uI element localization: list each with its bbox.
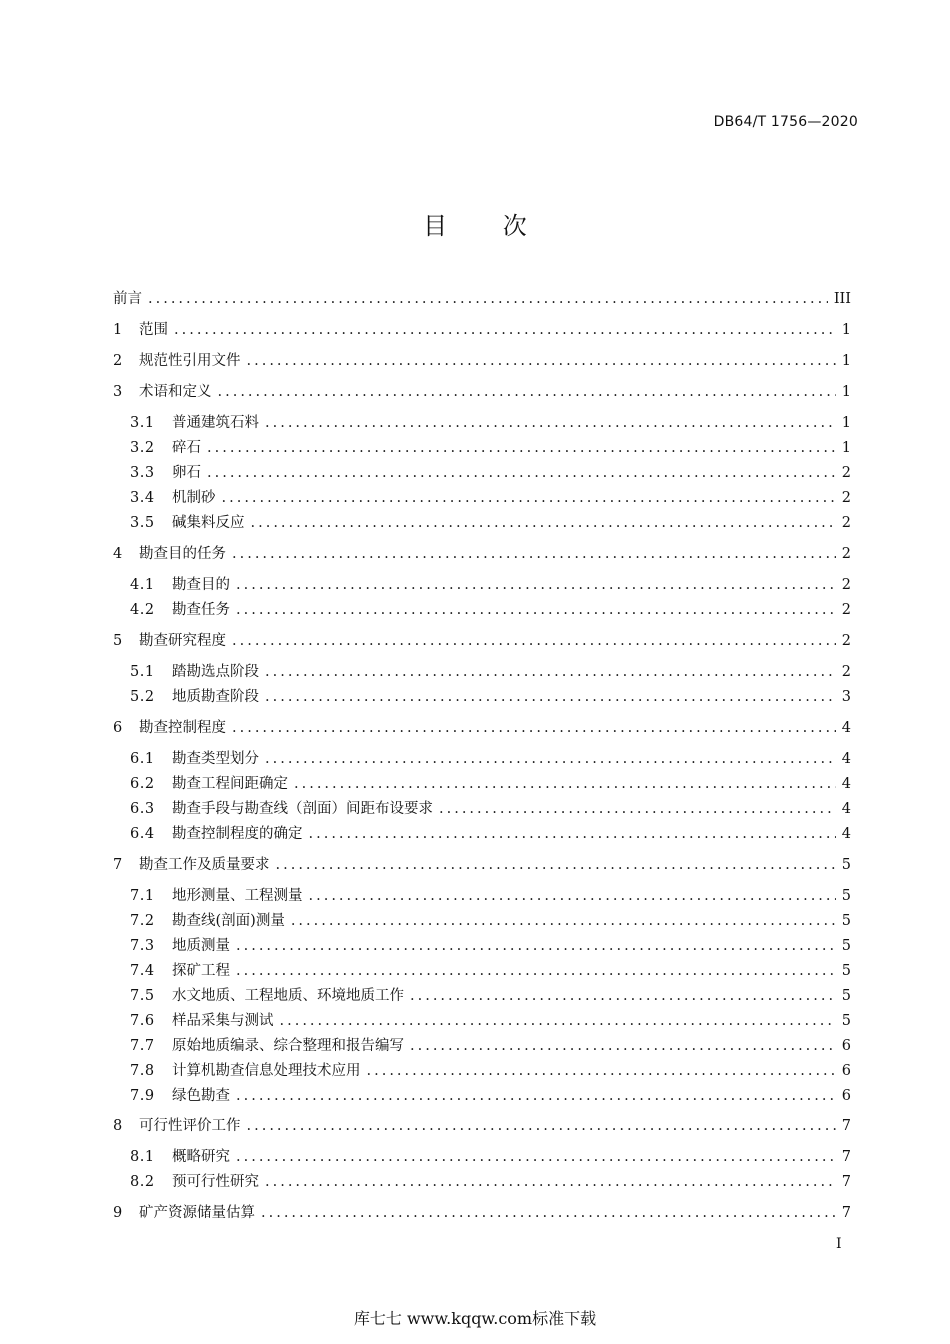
toc-page: 5 bbox=[841, 888, 851, 904]
toc-number: 3 bbox=[113, 384, 123, 400]
document-code: DB64/T 1756—2020 bbox=[713, 114, 858, 130]
toc-leader-dots bbox=[410, 1035, 836, 1057]
toc-leader-dots bbox=[265, 661, 836, 683]
toc-number: 6.1 bbox=[130, 751, 155, 767]
toc-leader-dots bbox=[218, 381, 836, 403]
toc-number: 3.4 bbox=[130, 490, 155, 506]
toc-entry[interactable] bbox=[130, 1035, 851, 1057]
toc-entry[interactable] bbox=[130, 910, 851, 932]
toc-number: 7.1 bbox=[130, 888, 155, 904]
toc-page: III bbox=[833, 291, 851, 307]
toc-number: 7.9 bbox=[130, 1088, 155, 1104]
toc-page: 4 bbox=[841, 751, 851, 767]
toc-number: 7.6 bbox=[130, 1013, 155, 1029]
toc-number: 4 bbox=[113, 546, 123, 562]
toc-label: 普通建筑石料 bbox=[172, 415, 259, 431]
toc-page: 2 bbox=[841, 633, 851, 649]
toc-number: 9 bbox=[113, 1205, 123, 1221]
toc-leader-dots bbox=[232, 630, 836, 652]
toc-page: 6 bbox=[841, 1088, 851, 1104]
toc-leader-dots bbox=[207, 462, 836, 484]
toc-entry[interactable] bbox=[130, 487, 851, 509]
toc-leader-dots bbox=[309, 885, 836, 907]
toc-number: 7 bbox=[113, 857, 123, 873]
toc-entry[interactable] bbox=[130, 885, 851, 907]
toc-page: 5 bbox=[841, 963, 851, 979]
toc-entry[interactable] bbox=[113, 1202, 851, 1224]
toc-page: 2 bbox=[841, 602, 851, 618]
toc-leader-dots bbox=[148, 288, 828, 310]
toc-leader-dots bbox=[265, 748, 836, 770]
toc-number: 4.2 bbox=[130, 602, 155, 618]
toc-page: 2 bbox=[841, 490, 851, 506]
toc-label: 范围 bbox=[139, 322, 168, 338]
toc-leader-dots bbox=[247, 1115, 836, 1137]
toc-leader-dots bbox=[367, 1060, 836, 1082]
toc-label: 前言 bbox=[113, 291, 142, 307]
footer-watermark: 库七七 www.kqqw.com标准下载 bbox=[353, 1309, 597, 1328]
toc-leader-dots bbox=[236, 1085, 836, 1107]
toc-label: 机制砂 bbox=[172, 490, 216, 506]
toc-entry[interactable] bbox=[113, 381, 851, 403]
toc-page: 5 bbox=[841, 938, 851, 954]
toc-label: 矿产资源储量估算 bbox=[139, 1205, 255, 1221]
toc-page: 4 bbox=[841, 776, 851, 792]
toc-entry[interactable] bbox=[113, 319, 851, 341]
toc-entry[interactable] bbox=[130, 823, 851, 845]
toc-number: 5.1 bbox=[130, 664, 155, 680]
toc-leader-dots bbox=[232, 717, 836, 739]
toc-page: 5 bbox=[841, 1013, 851, 1029]
toc-entry[interactable] bbox=[130, 1171, 851, 1193]
toc-page: 2 bbox=[841, 664, 851, 680]
toc-label: 踏勘选点阶段 bbox=[172, 664, 259, 680]
toc-leader-dots bbox=[261, 1202, 836, 1224]
toc-number: 3.3 bbox=[130, 465, 155, 481]
toc-leader-dots bbox=[276, 854, 836, 876]
toc-page: 1 bbox=[841, 384, 851, 400]
page-title: 目 次 bbox=[423, 212, 551, 240]
toc-label: 预可行性研究 bbox=[172, 1174, 259, 1190]
toc-label: 勘查工作及质量要求 bbox=[139, 857, 270, 873]
toc-page: 4 bbox=[841, 720, 851, 736]
toc-number: 3.1 bbox=[130, 415, 155, 431]
toc-label: 勘查工程间距确定 bbox=[172, 776, 288, 792]
toc-page: 1 bbox=[841, 440, 851, 456]
toc-leader-dots bbox=[222, 487, 836, 509]
toc-number: 6.2 bbox=[130, 776, 155, 792]
toc-label: 探矿工程 bbox=[172, 963, 230, 979]
toc-page: 1 bbox=[841, 322, 851, 338]
toc-leader-dots bbox=[410, 985, 836, 1007]
toc-leader-dots bbox=[280, 1010, 836, 1032]
toc-label: 勘查类型划分 bbox=[172, 751, 259, 767]
toc-leader-dots bbox=[236, 599, 836, 621]
toc-page: 3 bbox=[841, 689, 851, 705]
toc-number: 3.5 bbox=[130, 515, 155, 531]
toc-entry[interactable] bbox=[130, 960, 851, 982]
toc-leader-dots bbox=[291, 910, 836, 932]
toc-page: 2 bbox=[841, 577, 851, 593]
toc-page: 5 bbox=[841, 857, 851, 873]
toc-leader-dots bbox=[265, 686, 836, 708]
toc-label: 勘查控制程度 bbox=[139, 720, 226, 736]
toc-number: 7.2 bbox=[130, 913, 155, 929]
toc-number: 6 bbox=[113, 720, 123, 736]
toc-entry[interactable] bbox=[113, 543, 851, 565]
toc-number: 8 bbox=[113, 1118, 123, 1134]
toc-entry[interactable] bbox=[130, 412, 851, 434]
toc-label: 规范性引用文件 bbox=[139, 353, 241, 369]
toc-entry[interactable] bbox=[113, 1115, 851, 1137]
toc-page: 7 bbox=[841, 1174, 851, 1190]
toc-entry[interactable] bbox=[130, 985, 851, 1007]
toc-entry[interactable] bbox=[130, 1010, 851, 1032]
toc-entry[interactable] bbox=[130, 1060, 851, 1082]
toc-entry[interactable] bbox=[113, 630, 851, 652]
toc-number: 4.1 bbox=[130, 577, 155, 593]
toc-leader-dots bbox=[265, 412, 836, 434]
toc-page: 1 bbox=[841, 353, 851, 369]
toc-label: 勘查研究程度 bbox=[139, 633, 226, 649]
toc-label: 勘查任务 bbox=[172, 602, 230, 618]
toc-page: 1 bbox=[841, 415, 851, 431]
toc-entry[interactable] bbox=[113, 350, 851, 372]
toc-number: 7.8 bbox=[130, 1063, 155, 1079]
toc-label: 碎石 bbox=[172, 440, 201, 456]
toc-entry[interactable] bbox=[113, 288, 851, 310]
toc-leader-dots bbox=[174, 319, 836, 341]
toc-page: 7 bbox=[841, 1205, 851, 1221]
toc-label: 勘查目的任务 bbox=[139, 546, 226, 562]
toc-number: 8.1 bbox=[130, 1149, 155, 1165]
toc-number: 7.7 bbox=[130, 1038, 155, 1054]
toc-page: 2 bbox=[841, 546, 851, 562]
toc-page: 7 bbox=[841, 1149, 851, 1165]
toc-leader-dots bbox=[236, 960, 836, 982]
toc-leader-dots bbox=[236, 574, 836, 596]
toc-number: 6.4 bbox=[130, 826, 155, 842]
toc-number: 6.3 bbox=[130, 801, 155, 817]
toc-entry[interactable] bbox=[130, 437, 851, 459]
toc-entry[interactable] bbox=[130, 574, 851, 596]
toc-page: 6 bbox=[841, 1038, 851, 1054]
toc-entry[interactable] bbox=[130, 798, 851, 820]
toc-label: 原始地质编录、综合整理和报告编写 bbox=[172, 1038, 404, 1054]
toc-label: 样品采集与测试 bbox=[172, 1013, 274, 1029]
toc-label: 地质测量 bbox=[172, 938, 230, 954]
toc-page: 4 bbox=[841, 826, 851, 842]
toc-entry[interactable] bbox=[130, 462, 851, 484]
toc-number: 7.5 bbox=[130, 988, 155, 1004]
toc-label: 勘查手段与勘查线（剖面）间距布设要求 bbox=[172, 801, 433, 817]
toc-entry[interactable] bbox=[130, 1146, 851, 1168]
toc-entry[interactable] bbox=[130, 935, 851, 957]
toc-label: 术语和定义 bbox=[139, 384, 212, 400]
toc-number: 5 bbox=[113, 633, 123, 649]
toc-label: 卵石 bbox=[172, 465, 201, 481]
toc-number: 1 bbox=[113, 322, 123, 338]
toc-leader-dots bbox=[236, 1146, 836, 1168]
toc-entry[interactable] bbox=[113, 717, 851, 739]
toc-leader-dots bbox=[251, 512, 836, 534]
toc-leader-dots bbox=[236, 935, 836, 957]
toc-label: 绿色勘查 bbox=[172, 1088, 230, 1104]
toc-label: 水文地质、工程地质、环境地质工作 bbox=[172, 988, 404, 1004]
toc-page: 2 bbox=[841, 465, 851, 481]
toc-leader-dots bbox=[265, 1171, 836, 1193]
toc-label: 可行性评价工作 bbox=[139, 1118, 241, 1134]
toc-page: 5 bbox=[841, 988, 851, 1004]
toc-number: 5.2 bbox=[130, 689, 155, 705]
toc-number: 2 bbox=[113, 353, 123, 369]
toc-label: 勘查线(剖面)测量 bbox=[172, 913, 285, 929]
toc-entry[interactable] bbox=[130, 1085, 851, 1107]
toc-leader-dots bbox=[247, 350, 836, 372]
toc-entry[interactable] bbox=[130, 661, 851, 683]
toc-label: 勘查目的 bbox=[172, 577, 230, 593]
toc-page: 5 bbox=[841, 913, 851, 929]
toc-leader-dots bbox=[309, 823, 836, 845]
toc-entry[interactable] bbox=[130, 512, 851, 534]
toc-number: 8.2 bbox=[130, 1174, 155, 1190]
toc-leader-dots bbox=[207, 437, 836, 459]
toc-leader-dots bbox=[294, 773, 836, 795]
toc-entry[interactable] bbox=[113, 854, 851, 876]
toc-entry[interactable] bbox=[130, 686, 851, 708]
toc-number: 3.2 bbox=[130, 440, 155, 456]
toc-label: 计算机勘查信息处理技术应用 bbox=[172, 1063, 361, 1079]
toc-page: 4 bbox=[841, 801, 851, 817]
toc-label: 勘查控制程度的确定 bbox=[172, 826, 303, 842]
toc-entry[interactable] bbox=[130, 773, 851, 795]
page-number: I bbox=[836, 1236, 842, 1252]
toc-page: 7 bbox=[841, 1118, 851, 1134]
toc-label: 概略研究 bbox=[172, 1149, 230, 1165]
toc-entry[interactable] bbox=[130, 599, 851, 621]
toc-page: 6 bbox=[841, 1063, 851, 1079]
toc-number: 7.4 bbox=[130, 963, 155, 979]
toc-entry[interactable] bbox=[130, 748, 851, 770]
toc-label: 碱集料反应 bbox=[172, 515, 245, 531]
toc-page: 2 bbox=[841, 515, 851, 531]
toc-leader-dots bbox=[439, 798, 836, 820]
toc-label: 地形测量、工程测量 bbox=[172, 888, 303, 904]
toc-label: 地质勘查阶段 bbox=[172, 689, 259, 705]
toc-leader-dots bbox=[232, 543, 836, 565]
toc-number: 7.3 bbox=[130, 938, 155, 954]
